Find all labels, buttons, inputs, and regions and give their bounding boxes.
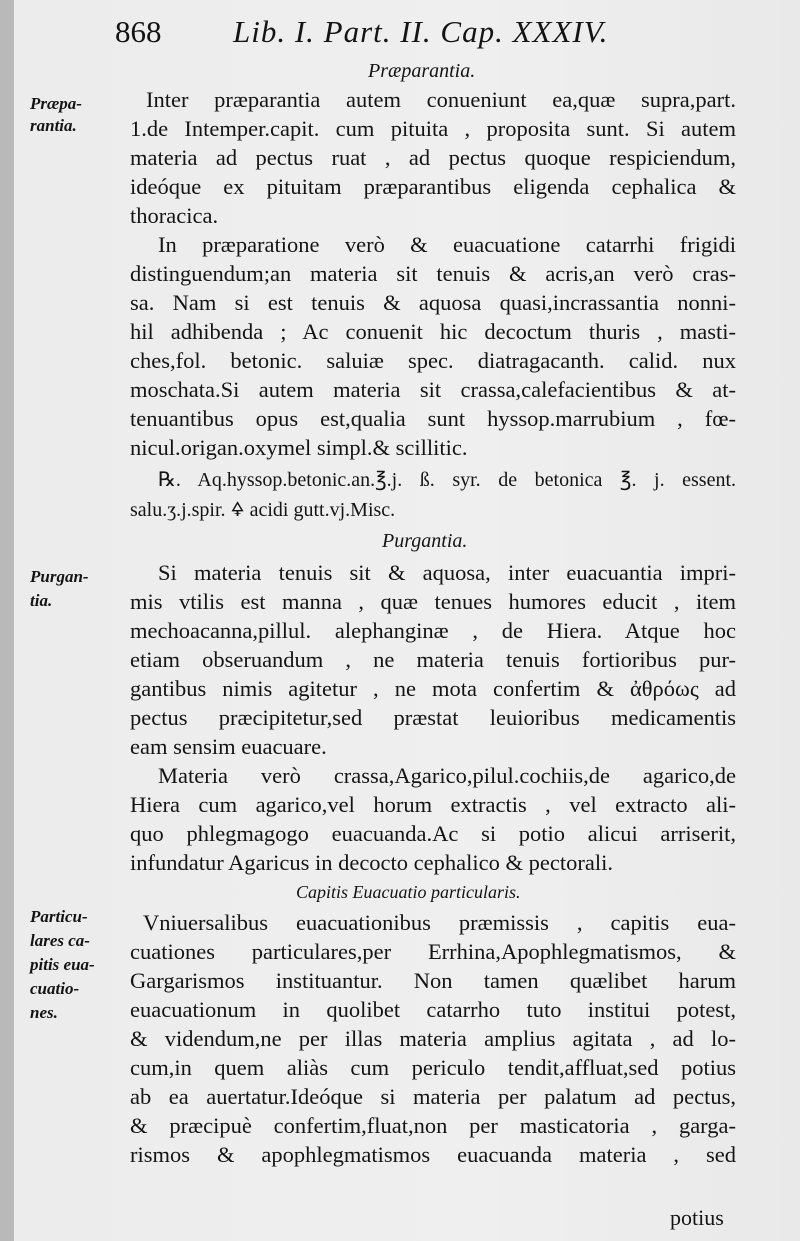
text-line-8: sa. Nam si est tenuis & aquosa quasi,incrassantia nonni-	[130, 290, 736, 315]
text-line-17: etiam obseruandum , ne materia tenuis fortioribus pur-	[130, 647, 736, 672]
text-line-23: quo phlegmagogo euacuanda.Ac si potio alicui arriserit,	[130, 821, 736, 846]
running-header	[115, 14, 755, 54]
text-line-2: 1.de Intemper.capit. cum pituita , proposita sunt. Si autem	[130, 116, 736, 141]
text-line-18: gantibus nimis agitetur , ne mota confertim & ἀθρόως ad	[130, 676, 736, 701]
margin-note-purgantia-1: Purgan-	[30, 567, 89, 586]
text-line-12: tenuantibus opus est,qualia sunt hyssop.marrubium , fœ-	[130, 406, 736, 431]
section-heading-capitis: Capitis Euacuatio particularis.	[296, 882, 521, 902]
text-line-16: mechoacanna,pillul. alephanginæ , de Hiera. Atque hoc	[130, 618, 736, 643]
margin-note-particulares-5: nes.	[30, 1003, 58, 1022]
text-line-25: Vniuersalibus euacuationibus præmissis , capitis eua-	[143, 910, 736, 935]
text-line-10: ches,fol. betonic. saluiæ spec. diatragacanth. calid. nux	[130, 348, 736, 373]
margin-note-particulares-4: cuatio-	[30, 979, 80, 998]
text-line-1: Inter præparantia autem conueniunt ea,quæ supra,part.	[146, 87, 736, 112]
page-number: 868	[115, 14, 162, 49]
text-line-32: & præcipuè confertim,fluat,non per masticatoria , garga-	[130, 1113, 736, 1138]
text-line-24: infundatur Agaricus in decocto cephalico & pectorali.	[130, 850, 613, 875]
section-heading-purgantia: Purgantia.	[382, 530, 468, 552]
text-line-30: cum,in quem aliàs cum periculo tendit,affluat,sed potius	[130, 1055, 736, 1080]
text-line-31: ab ea auertatur.Ideóque si materia per palatum ad pectus,	[130, 1084, 736, 1109]
recipe-line-1: ℞. Aq.hyssop.betonic.an.℥.j. ß. syr. de betonica ℥. j. essent.	[158, 469, 736, 491]
text-line-15: mis vtilis est manna , quæ tenues humores educit , item	[130, 589, 736, 614]
text-line-7: distinguendum;an materia sit tenuis & acris,an verò cras-	[130, 261, 736, 286]
text-line-4: ideóque ex pituitam præparantibus eligenda cephalica &	[130, 174, 736, 199]
margin-note-particulares-2: lares ca-	[30, 931, 90, 950]
margin-note-particulares-3: pitis eua-	[30, 955, 95, 974]
text-line-33: rismos & apophlegmatismos euacuanda materia , sed	[130, 1142, 736, 1167]
catchword: potius	[670, 1205, 724, 1230]
text-line-26: cuationes particulares,per Errhina,Apophlegmatismos, &	[130, 939, 736, 964]
text-line-20: eam sensim euacuare.	[130, 734, 327, 759]
text-line-5: thoracica.	[130, 203, 219, 228]
text-line-13: nicul.origan.oxymel simpl.& scillitic.	[130, 435, 468, 460]
margin-note-praeparantia-1: Præpa-	[30, 94, 82, 113]
text-line-29: & videndum,ne per illas materia amplius agitata , ad lo-	[130, 1026, 736, 1051]
text-line-6: In præparatione verò & euacuatione catarrhi frigidi	[158, 232, 736, 257]
margin-note-particulares-1: Particu-	[30, 907, 88, 926]
margin-note-praeparantia-2: rantia.	[30, 116, 77, 135]
page-gutter	[0, 0, 14, 1241]
text-line-9: hil adhibenda ; Ac conuenit hic decoctum thuris , masti-	[130, 319, 736, 344]
text-line-14: Si materia tenuis sit & aquosa, inter euacuantia impri-	[158, 560, 736, 585]
text-line-21: Materia verò crassa,Agarico,pilul.cochiis,de agarico,de	[158, 763, 736, 788]
text-line-19: pectus præcipitetur,sed præstat leuioribus medicamentis	[130, 705, 736, 730]
text-line-11: moschata.Si autem materia sit crassa,calefacientibus & at-	[130, 377, 736, 402]
recipe-line-2: salu.ʒ.j.spir. 🜍 acidi gutt.vj.Misc.	[130, 499, 396, 521]
text-line-22: Hiera cum agarico,vel horum extractis , vel extracto ali-	[130, 792, 736, 817]
running-title: Lib. I. Part. II. Cap. XXXIV.	[233, 14, 609, 49]
text-line-28: euacuationum in quolibet catarrho tuto institui potest,	[130, 997, 736, 1022]
text-line-3: materia ad pectus ruat , ad pectus quoque respiciendum,	[130, 145, 736, 170]
section-heading-praeparantia: Præparantia.	[368, 60, 476, 82]
text-line-27: Gargarismos instituantur. Non tamen quælibet harum	[130, 968, 736, 993]
margin-note-purgantia-2: tia.	[30, 591, 53, 610]
